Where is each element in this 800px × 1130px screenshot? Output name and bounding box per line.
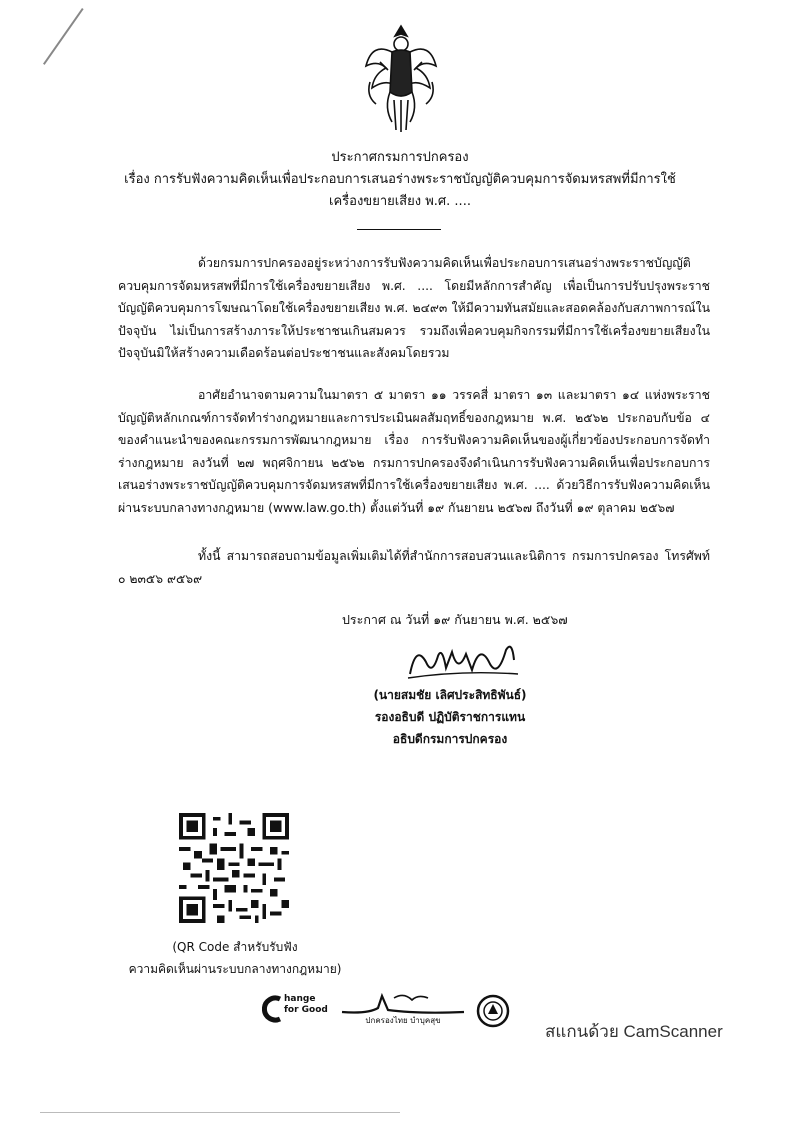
signer-name: (นายสมชัย เลิศประสิทธิพันธ์) [373, 688, 527, 702]
paragraph-1-text: ด้วยกรมการปกครองอยู่ระหว่างการรับฟังความคิดเห็นเพื่อประกอบการเสนอร่างพระราชบัญญัติควบคุมการจัดมหรสพที่มีการใช้เครื่องขยายเสียง พ.ศ. .... โดยมีหลักการสำคัญ เพื่อเป็นการปรับปรุงพระราชบัญญัติควบคุมการโฆษณาโดยใช้เครื่องขยายเสียง พ.ศ. ๒๔๙๓ ให้มีความทันสมัยและสอดคล้องกับสภาพการณ์ในปัจจุบัน ไม่เป็นการสร้างภาระให้ประชาชนเกินสมควร รวมถึงเพื่อควบคุมกิจกรรมที่มีการใช้เครื่องขยายเสียงในปัจจุบันมิให้สร้างความเดือดร้อนต่อประชาชนและสังคมโดยรวม [118, 256, 710, 361]
signer-title-1: รองอธิบดี ปฏิบัติราชการแทน [374, 710, 526, 724]
camscanner-watermark: สแกนด้วย CamScanner [545, 1022, 723, 1041]
paragraph-2-text: อาศัยอำนาจตามความในมาตรา ๕ มาตรา ๑๑ วรรคสี่ มาตรา ๑๓ และมาตรา ๑๔ แห่งพระราชบัญญัติหลักเกณฑ์การจัดทำร่างกฎหมายและการประเมินผลสัมฤทธิ์ของกฎหมาย พ.ศ. ๒๕๖๒ ประกอบกับข้อ ๔ ของคำแนะนำของคณะกรรมการพัฒนากฎหมาย เรื่อง การรับฟังความคิดเห็นของผู้เกี่ยวข้องประกอบการจัดทำร่างกฎหมาย ลงวันที่ ๒๗ พฤศจิกายน ๒๕๖๒ กรมการปกครองจึงดำเนินการรับฟังความคิดเห็นเพื่อประกอบการเสนอร่างพระราชบัญญัติควบคุมการจัดมหรสพที่มีการใช้เครื่องขยายเสียง พ.ศ. .... ด้วยวิธีการรับฟังความคิดเห็นผ่านระบบกลางทางกฎหมาย (www.law.go.th) ตั้งแต่วันที่ ๑๙ กันยายน ๒๕๖๗ ถึงวันที่ ๑๙ ตุลาคม ๒๕๖๗ [118, 388, 710, 515]
change-for-good-line-2: for Good [284, 1005, 328, 1015]
heading-divider [357, 229, 441, 230]
paragraph-1 [118, 252, 710, 365]
qr-code-icon[interactable] [179, 813, 289, 923]
dopa-logo-mark [338, 990, 468, 1016]
dopa-logo-text: ปกครองไทย บำบุคสุข [365, 1016, 441, 1025]
garuda-emblem-icon [362, 22, 440, 134]
notice-title: ประกาศกรมการปกครอง [331, 150, 469, 165]
scan-bottom-line [40, 1112, 400, 1113]
signature-mark [402, 634, 522, 682]
qr-caption-line-1: (QR Code สำหรับรับฟัง [172, 940, 298, 954]
dopa-logo [338, 990, 468, 1030]
change-for-good-line-1: hange [284, 994, 316, 1004]
announcement-date: ประกาศ ณ วันที่ ๑๙ กันยายน พ.ศ. ๒๕๖๗ [342, 612, 568, 627]
change-for-good-text [284, 994, 328, 1016]
qr-caption-line-2: ความคิดเห็นผ่านระบบกลางทางกฎหมาย) [128, 962, 342, 976]
dopa-seal-icon [476, 994, 510, 1028]
paragraph-2 [118, 384, 710, 520]
paragraph-3-text: ทั้งนี้ สามารถสอบถามข้อมูลเพิ่มเติมได้ที่สำนักการสอบสวนและนิติการ กรมการปกครอง โทรศัพท์ ๐ ๒๓๕๖ ๙๕๖๙ [118, 549, 710, 586]
signer-title-2: อธิบดีกรมการปกครอง [392, 732, 508, 746]
scan-edge-line [43, 8, 84, 65]
paragraph-3 [118, 545, 710, 590]
subject-line-1: เรื่อง การรับฟังความคิดเห็นเพื่อประกอบการเสนอร่างพระราชบัญญัติควบคุมการจัดมหรสพที่มีการใช้ [124, 172, 676, 187]
change-for-good-logo [262, 992, 332, 1028]
change-for-good-c-icon [262, 994, 284, 1024]
subject-line-2: เครื่องขยายเสียง พ.ศ. .... [329, 194, 471, 209]
